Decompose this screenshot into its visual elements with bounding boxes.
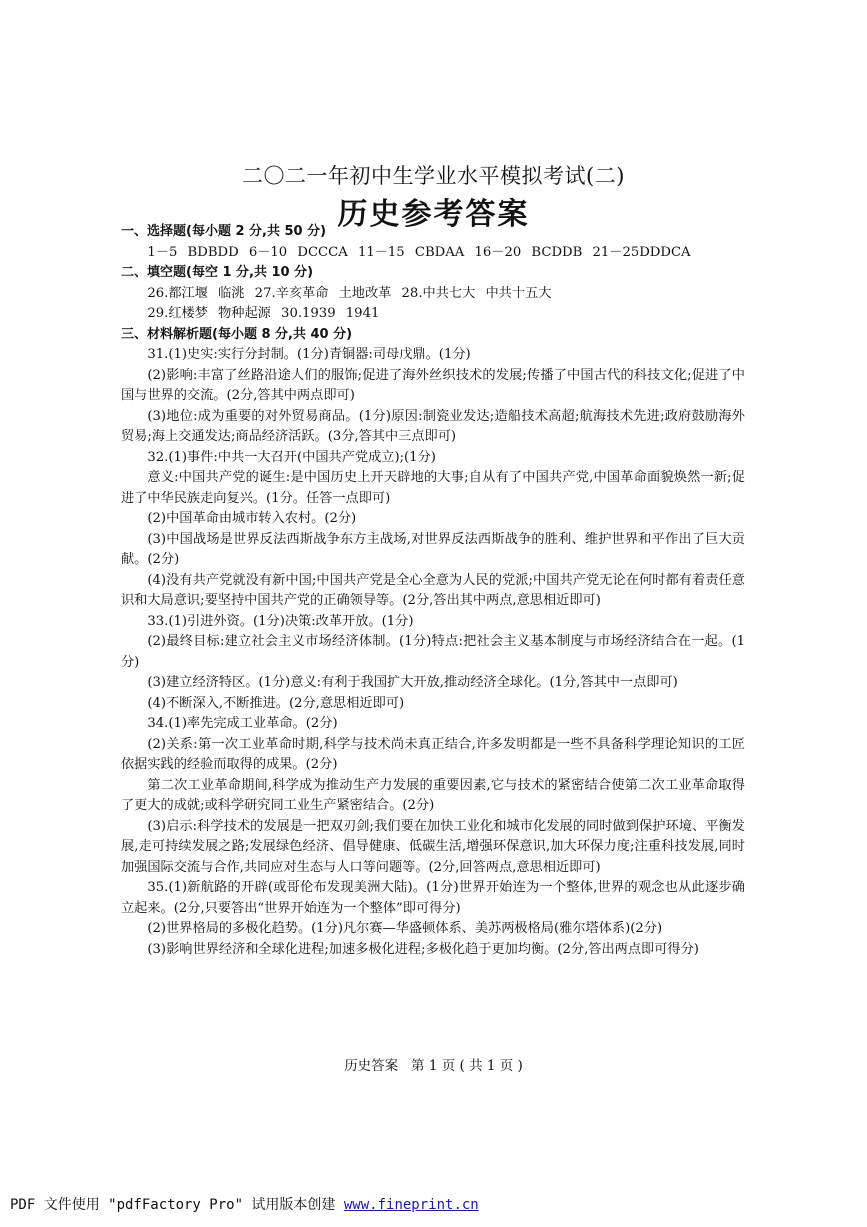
fill-answers-line-2: 29.红楼梦 物种起源 30.1939 1941 — [147, 306, 380, 321]
exam-title: 二〇二一年初中生学业水平模拟考试(二) — [242, 164, 625, 188]
answer-content — [121, 222, 745, 960]
answer-paragraph: (4)不断深入,不断推进。(2分,意思相近即可) — [147, 695, 405, 711]
answer-paragraph: (3)中国战场是世界反法西斯战争东方主战场,对世界反法西斯战争的胜利、维护世界和平作出了巨大贡献。(2分) — [121, 531, 745, 567]
answer-paragraph: 33.(1)引进外资。(1分)决策:改革开放。(1分) — [147, 613, 414, 629]
answer-paragraph: (3)启示:科学技术的发展是一把双刃剑;我们要在加快工业化和城市化发展的同时做到保护环境、平衡发展,走可持续发展之路;发展绿色经济、倡导健康、低碳生活,增强环保意识,加大环保力度;注重科技发展,同时加强国际交流与合作,共同应对生态与人口等问题等。(2分,回答两点,意思相近即可) — [121, 818, 745, 875]
answer-paragraph: (4)没有共产党就没有新中国;中国共产党是全心全意为人民的党派;中国共产党无论在何时都有着责任意识和大局意识;要坚持中国共产党的正确领导等。(2分,答出其中两点,意思相近即可) — [121, 572, 745, 608]
answer-paragraph: 32.(1)事件:中共一大召开(中国共产党成立);(1分) — [147, 449, 436, 465]
answer-paragraph: (2)最终目标:建立社会主义市场经济体制。(1分)特点:把社会主义基本制度与市场经济结合在一起。(1分) — [121, 634, 745, 670]
fill-answers-line-1: 26.都江堰 临洮 27.辛亥革命 土地改革 28.中共七大 中共十五大 — [147, 285, 552, 301]
answer-paragraph: (2)世界格局的多极化趋势。(1分)凡尔赛—华盛顿体系、美苏两极格局(雅尔塔体系)(2分) — [147, 921, 663, 936]
section-header-choice: 一、选择题(每小题 2 分,共 50 分) — [121, 224, 327, 239]
answer-paragraph: (2)关系:第一次工业革命时期,科学与技术尚未真正结合,许多发明都是一些不具备科学理论知识的工匠依据实践的经验而取得的成果。(2分) — [121, 736, 745, 772]
pdf-watermark-note — [10, 1194, 479, 1214]
answer-paragraph: (2)中国革命由城市转入农村。(2分) — [147, 511, 357, 526]
answer-paragraph: 34.(1)率先完成工业革命。(2分) — [147, 716, 338, 731]
choice-answers: 1－5 BDBDD 6－10 DCCCA 11－15 CBDAA 16－20 BCDDB 21－25DDDCA — [147, 244, 691, 260]
fineprint-link[interactable]: www.fineprint.cn — [343, 1197, 479, 1213]
pdf-note-text: PDF 文件使用 "pdfFactory Pro" 试用版本创建 — [10, 1197, 344, 1213]
answer-paragraph: (2)影响:丰富了丝路沿途人们的服饰;促进了海外丝织技术的发展;传播了中国古代的科技文化;促进了中国与世界的交流。(2分,答其中两点即可) — [121, 367, 745, 403]
section-header-fill: 二、填空题(每空 1 分,共 10 分) — [121, 265, 314, 280]
answer-paragraph: 35.(1)新航路的开辟(或哥伦布发现美洲大陆)。(1分)世界开始连为一个整体,世界的观念也从此逐步确立起来。(2分,只要答出“世界开始连为一个整体”即可得分) — [121, 880, 745, 916]
answer-paragraph: (3)建立经济特区。(1分)意义:有利于我国扩大开放,推动经济全球化。(1分,答其中一点即可) — [147, 675, 678, 690]
section-header-material: 三、材料解析题(每小题 8 分,共 40 分) — [121, 326, 353, 342]
answer-paragraph: (3)影响世界经济和全球化进程;加速多极化进程;多极化趋于更加均衡。(2分,答出两点即可得分) — [147, 941, 699, 957]
answer-paragraph: 第二次工业革命期间,科学成为推动生产力发展的重要因素,它与技术的紧密结合使第二次工业革命取得了更大的成就;或科学研究同工业生产紧密结合。(2分) — [121, 777, 745, 813]
answer-paragraph: 31.(1)史实:实行分封制。(1分)青铜器:司母戊鼎。(1分) — [147, 347, 471, 362]
answer-paragraph: 意义:中国共产党的诞生:是中国历史上开天辟地的大事;自从有了中国共产党,中国革命面貌焕然一新;促进了中华民族走向复兴。(1分。任答一点即可) — [121, 470, 745, 506]
answer-paragraph: (3)地位:成为重要的对外贸易商品。(1分)原因:制瓷业发达;造船技术高超;航海技术先进;政府鼓励海外贸易;海上交通发达;商品经济活跃。(3分,答其中三点即可) — [121, 408, 745, 444]
exam-subtitle: 历史参考答案 — [337, 197, 530, 232]
page-footer: 历史答案 第 1 页 ( 共 1 页 ) — [344, 1058, 523, 1074]
